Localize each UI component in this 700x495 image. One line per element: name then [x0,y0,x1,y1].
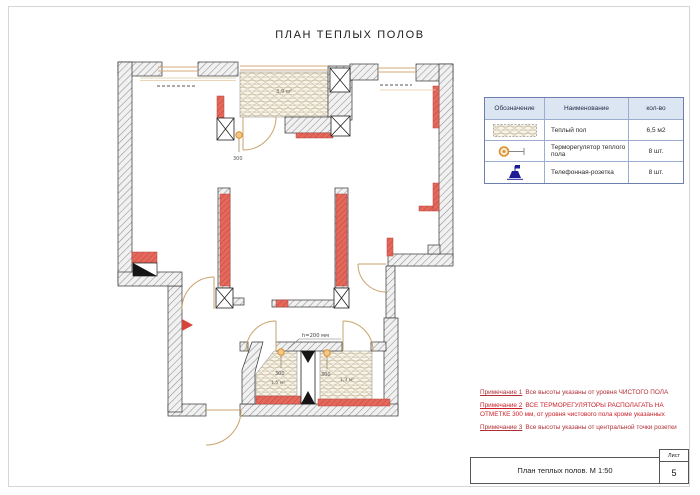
legend-table [484,97,684,184]
thermostat-height-label: 300 [321,372,331,378]
column [216,288,233,308]
note-label: Примечание 1 [480,389,523,396]
note-text: Все высоты указаны от центральной точки розетки [525,423,677,431]
bath-right-area-label: 1,3 м² [339,378,355,383]
notes-block [480,389,688,437]
bath-left-area-label: 1,5 м² [270,381,286,386]
note-3 [480,424,688,432]
height-note-label: h=200 мм [302,333,330,339]
column [331,116,350,136]
thermostat-height-label: 300 [233,156,243,162]
telephone-socket-icon [504,164,526,181]
note-text: Все высоты указаны от уровня ЧИСТОГО ПОЛА [525,389,669,396]
legend-item-qty: 6,5 м2 [629,120,683,141]
note-2 [480,402,688,419]
thermostat-height-label: 300 [275,371,285,377]
note-text: ВСЕ ТЕРМОРЕГУЛЯТОРЫ РАСПОЛАГАТЬ НА ОТМЕТКЕ 300 мм, от уровня чистового пола кроме указанных [480,402,665,418]
titleblock-sheet-box [659,449,689,484]
table-row-symbol [485,120,545,141]
legend-header-name: Наименование [545,98,629,120]
legend-item-label: Телефонная-розетка [545,162,629,183]
note-label: Примечание 2 [480,402,523,410]
legend-item-qty: 8 шт. [648,169,664,176]
legend-item-qty: 8 шт. [629,141,683,162]
legend-header-qty: кол-во [629,98,683,120]
note-label: Примечание 3 [480,423,523,431]
titleblock-title: План теплых полов. М 1:50 [470,457,660,484]
thermoregulator-icon [495,144,535,159]
legend-item-label: Теплый пол [545,120,629,141]
sheet-label: Лист [660,450,688,462]
legend-item-label: Терморегулятор теплого пола [545,141,629,162]
column [217,118,234,140]
legend-header-symbol: Обозначение [485,98,545,120]
table-row-symbol [485,141,545,162]
zone1-area-label: 3,9 м² [276,89,292,95]
red-flag-marker [182,319,193,331]
sheet-number: 5 [671,467,677,478]
warm-floor-swatch [492,123,538,138]
column [330,68,350,92]
note-1 [480,389,688,397]
thermostat-icon [233,132,243,162]
table-row-symbol [485,162,545,183]
column [334,288,349,308]
page-title: ПЛАН ТЕПЛЫХ ПОЛОВ [275,29,425,41]
